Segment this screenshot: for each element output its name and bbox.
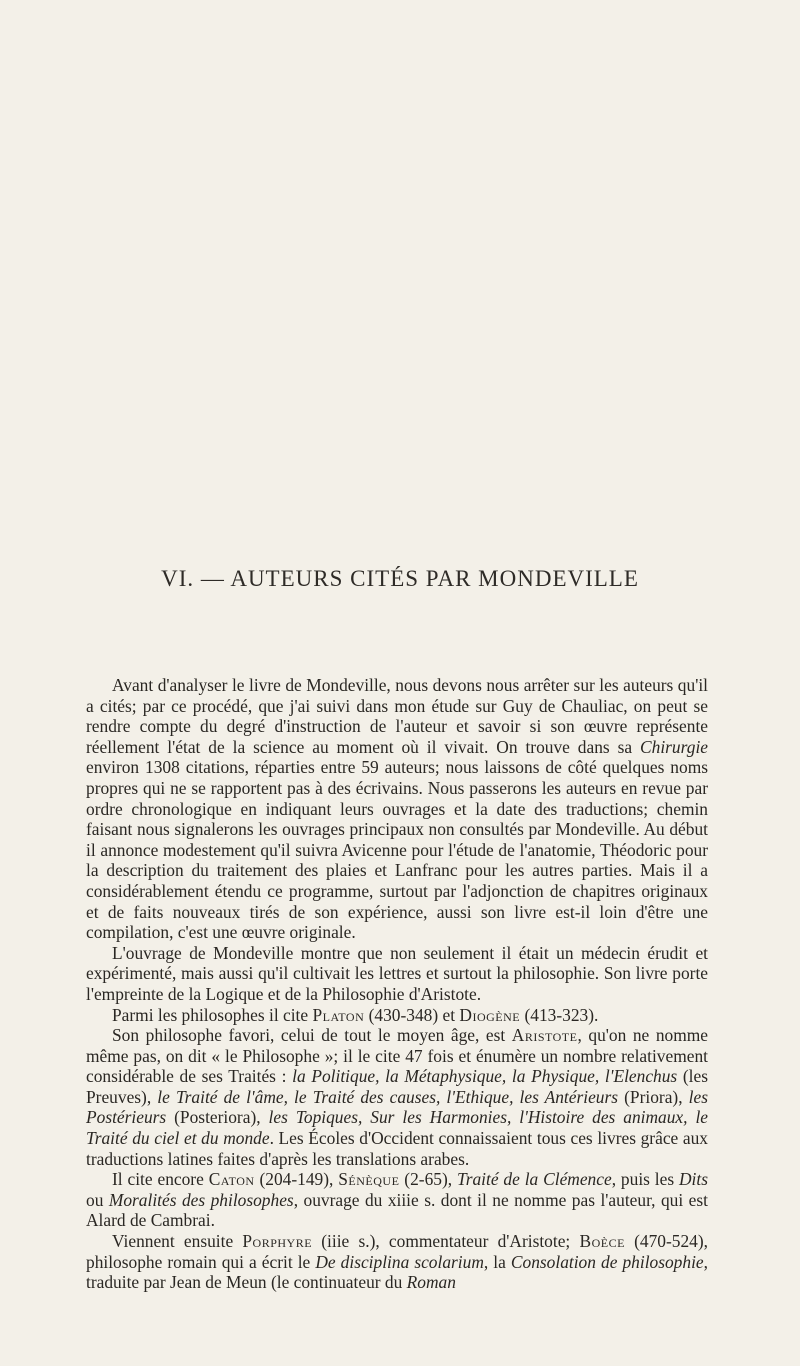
author-name: Aristote — [511, 1025, 578, 1046]
text-run: , ouvrage du xiiie s. dont il ne nomme pas l'auteur, qui est Alard de Cambrai. — [86, 1189, 708, 1231]
text-run: , puis les — [611, 1169, 679, 1190]
text-run: Viennent ensuite — [112, 1231, 243, 1252]
author-name: Platon — [312, 1004, 365, 1025]
body-text — [86, 675, 708, 1293]
italic-title: Consolation de philosophie — [510, 1251, 704, 1272]
italic-title: De disciplina scolarium — [315, 1251, 484, 1272]
text-run: (413-323). — [520, 1004, 599, 1025]
italic-title: le Traité de l'âme, le Traité des causes, l'Ethique, les Antérieurs — [157, 1086, 619, 1107]
text-run: Avant d'analyser le livre de Mondeville, nous devons nous arrêter sur les auteurs qu'il a cités; par ce procédé, que j'ai suivi dans mon étude sur Guy de Chauliac, on peut se rendre compte du degré d'instruction de l'auteur et savoir si son œuvre représente réellement l'état de la science au moment où il vivait. On trouve dans sa — [86, 675, 708, 757]
author-name: Caton — [208, 1169, 255, 1190]
text-run: . Les Écoles d'Occident connaissaient tous ces livres grâce aux traductions latines faites d'après les translations arabes. — [86, 1128, 709, 1169]
text-run: (Posteriora), — [166, 1107, 269, 1128]
author-name: Boèce — [579, 1231, 625, 1252]
italic-title: Chirurgie — [640, 736, 708, 757]
italic-title: les Postérieurs — [86, 1086, 708, 1128]
paragraph — [86, 1169, 708, 1231]
italic-title: Moralités des philosophes — [108, 1189, 294, 1210]
author-name: Porphyre — [242, 1231, 313, 1252]
text-run: , la — [483, 1251, 511, 1272]
text-run: (470-524), philosophe romain qui a écrit le — [86, 1231, 708, 1272]
paragraph — [86, 943, 708, 1005]
chapter-title: VI. — AUTEURS CITÉS PAR MONDEVILLE — [161, 566, 639, 591]
italic-title: Roman — [406, 1272, 456, 1293]
italic-title: Traité de la Clémence — [457, 1169, 612, 1190]
paragraph — [86, 675, 708, 943]
text-run: ou — [86, 1189, 109, 1210]
text-run: (430-348) et — [364, 1004, 460, 1025]
italic-title: Dits — [679, 1169, 708, 1190]
text-run: environ 1308 citations, réparties entre 59 auteurs; nous laissons de côté quelques noms propres qui ne se rapportent pas à des écrivains. Nous passerons les auteurs en revue par ordre chronologique en indiquant leurs ouvrages et la date des traductions; chemin faisant nous signalerons les ouvrages principaux non consultés par Mondeville. Au début il annonce modestement qu'il suivra Avicenne pour l'étude de l'anatomie, Théodoric pour la description du traitement des plaies et Lanfranc pour les autres parties. Mais il a considérablement étendu ce programme, surtout par l'adjonction de chapitres originaux et de faits nouveaux tirés de son expérience, aussi son livre est-il loin d'être une compilation, c'est une œuvre originale. — [86, 757, 708, 943]
text-run: Son philosophe favori, celui de tout le moyen âge, est — [112, 1025, 512, 1046]
text-run: (2-65), — [399, 1169, 457, 1190]
text-run: (204-149), — [254, 1169, 339, 1190]
text-run: , traduite par Jean de Meun (le continuateur du — [86, 1251, 708, 1293]
paragraph — [86, 1231, 708, 1293]
text-run: L'ouvrage de Mondeville montre que non seulement il était un médecin érudit et expérimenté, mais aussi qu'il cultivait les lettres et surtout la philosophie. Son livre porte l'empreinte de la Logique et de la Philosophie d'Aristote. — [86, 942, 708, 1004]
italic-title: la Politique, la Métaphysique, la Physique, l'Elenchus — [292, 1066, 678, 1087]
paragraph — [86, 1025, 708, 1169]
text-run: (les Preuves), — [86, 1066, 708, 1107]
author-name: Diogène — [459, 1004, 521, 1025]
paragraph — [86, 1005, 708, 1026]
text-run: Il cite encore — [112, 1169, 209, 1190]
author-name: Sénèque — [338, 1169, 400, 1190]
text-run: (Priora), — [618, 1086, 689, 1107]
italic-title: les Topiques, Sur les Harmonies, l'Histoire des animaux, le Traité du ciel et du monde — [86, 1107, 708, 1149]
text-run: Parmi les philosophes il cite — [112, 1004, 313, 1025]
text-run: (iiie s.), commentateur d'Aristote; — [312, 1231, 580, 1252]
text-run: , qu'on ne nomme même pas, on dit « le Philosophe »; il le cite 47 fois et énumère un nombre relativement considérable de ses Traités : — [86, 1025, 708, 1087]
